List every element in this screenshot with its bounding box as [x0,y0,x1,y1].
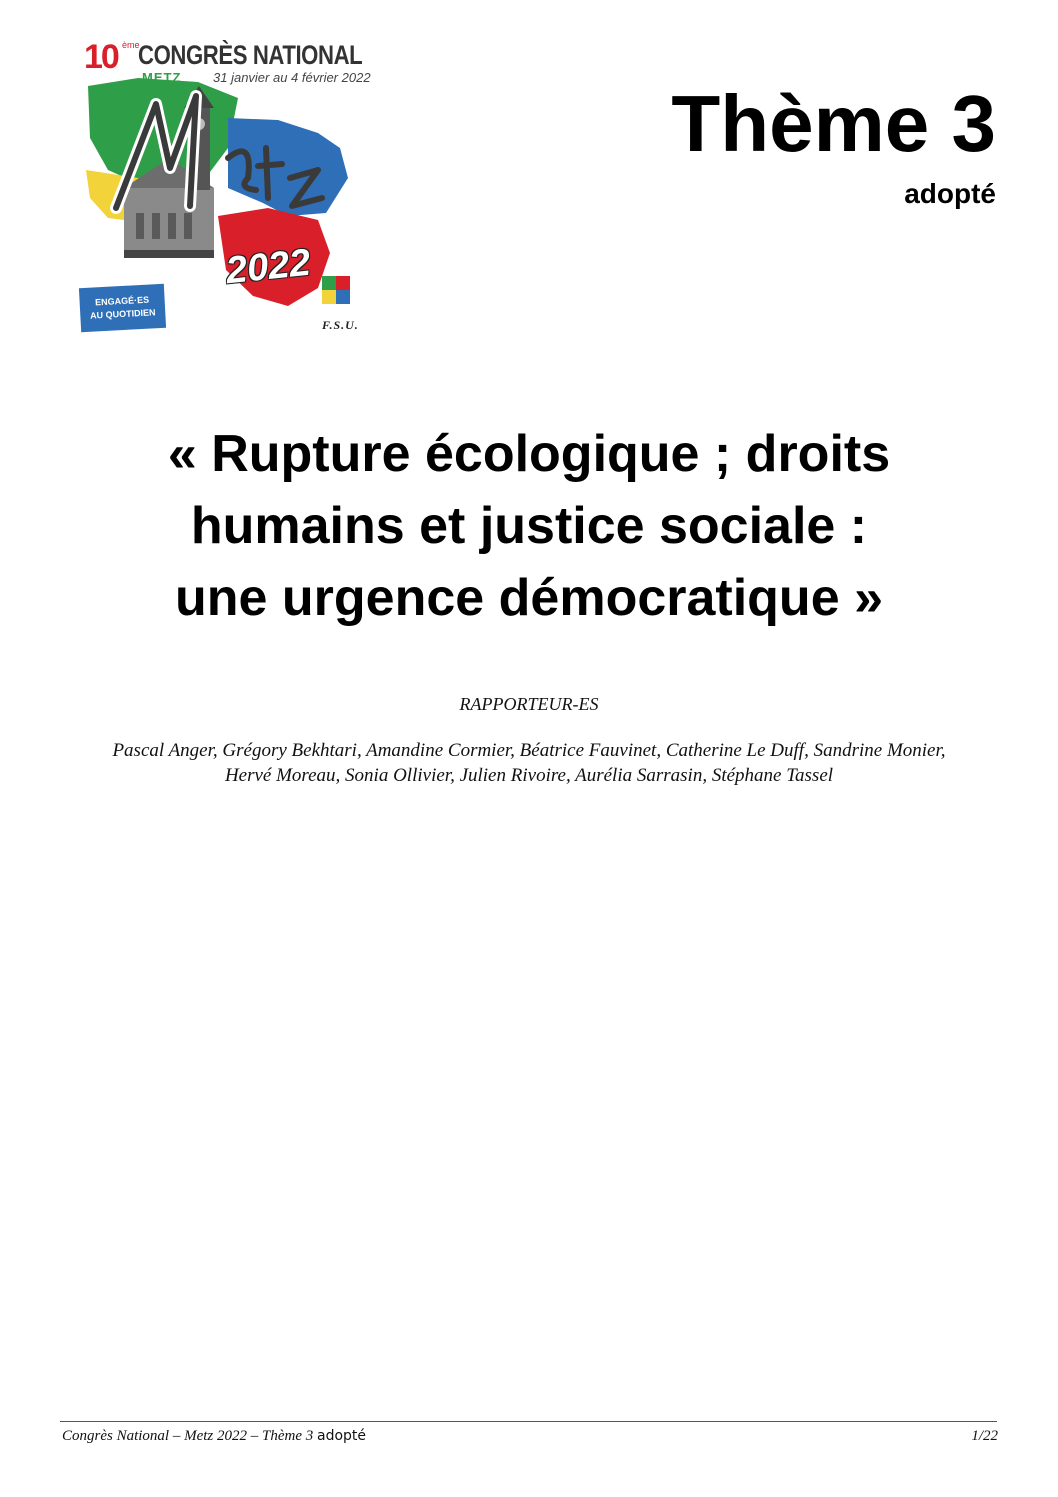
rapporteurs-label: RAPPORTEUR-ES [459,694,599,714]
theme-title: Thème 3 [671,79,996,168]
document-title [40,418,1018,634]
event-year: 2022 [223,241,313,293]
rapporteurs-line-2: Hervé Moreau, Sonia Ollivier, Julien Rivoire, Aurélia Sarrasin, Stéphane Tassel [224,765,834,786]
engaged-badge [79,284,166,332]
congress-logo [78,38,378,343]
edition-number: 10 [84,38,118,76]
rapporteurs-line-1: Pascal Anger, Grégory Bekhtari, Amandine Cormier, Béatrice Fauvinet, Catherine Le Duff, Sandrine Monier, [112,740,946,761]
event-dates: 31 janvier au 4 février 2022 [213,70,371,85]
badge-line-2: AU QUOTIDIEN [89,307,156,321]
footer-caption [62,1428,366,1445]
title-line-1: « Rupture écologique ; droits [167,425,891,483]
footer-divider [60,1421,997,1422]
fsu-logo-mark [322,276,350,304]
title-line-2: humains et justice sociale : [190,497,868,555]
city-small: METZ [142,70,182,85]
page-number: 1/22 [971,1428,998,1444]
event-name: CONGRÈS NATIONAL [138,40,363,70]
theme-status: adopté [904,178,996,209]
footer-caption-status: adopté [317,1428,367,1444]
union-name: F.S.U. [322,318,359,332]
rapporteurs-list [40,738,1018,788]
footer-caption-text: Congrès National – Metz 2022 – Thème 3 [62,1428,317,1444]
badge-line-1: ENGAGÉ·ES [94,294,150,308]
edition-suffix: ème [122,40,140,50]
title-line-3: une urgence démocratique » [175,569,883,627]
